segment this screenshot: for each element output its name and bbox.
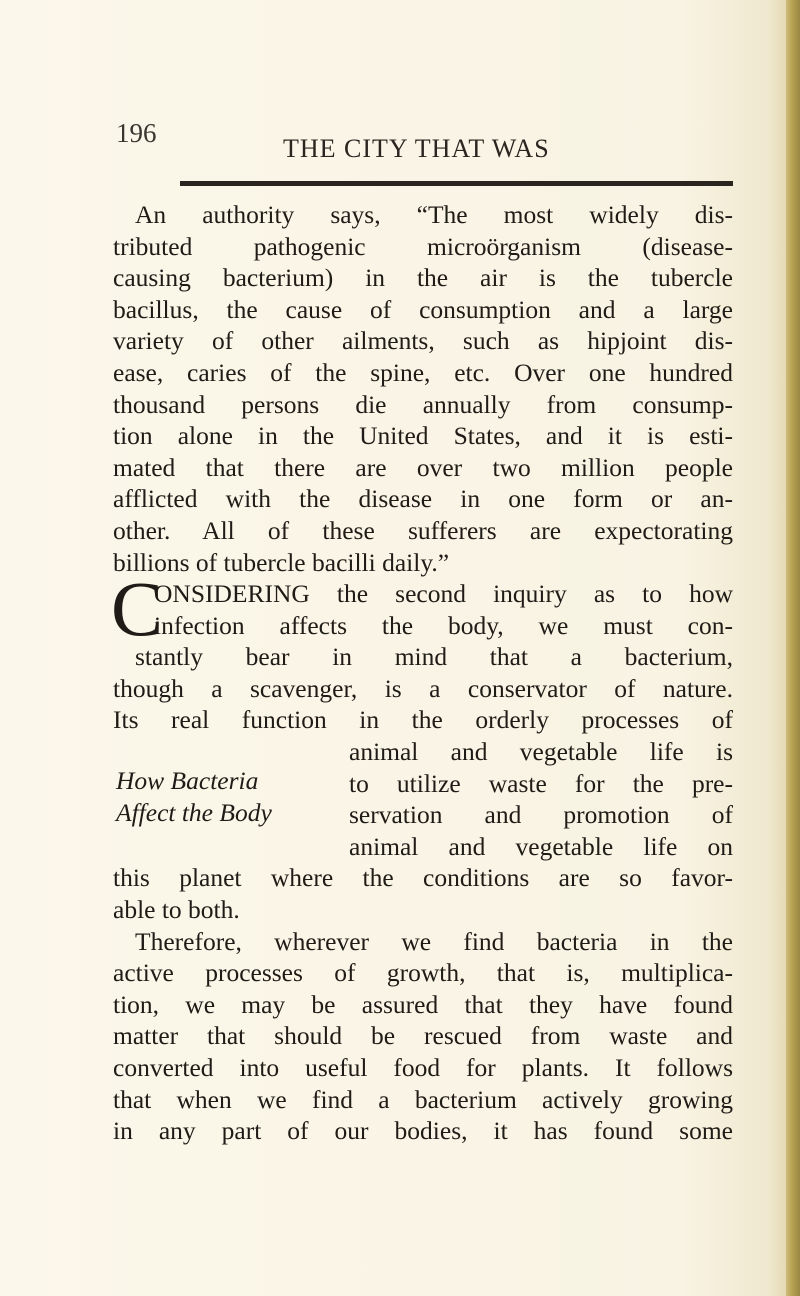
- text-line: afflicted with the disease in one form or an-: [113, 484, 733, 514]
- text-line: ONSIDERING the second inquiry as to how: [154, 579, 733, 608]
- text-line: An authority says, “The most widely dis-: [135, 200, 733, 229]
- text-line: though a scavenger, is a conservator of nature.: [113, 673, 733, 703]
- text-line: tributed pathogenic microörganism (disease-: [113, 231, 733, 261]
- text-line: to utilize waste for the pre-: [349, 768, 733, 798]
- text-line: mated that there are over two million people: [113, 452, 733, 482]
- text-line: tion, we may be assured that they have found: [113, 989, 733, 1019]
- text-line: causing bacterium) in the air is the tubercle: [113, 263, 733, 293]
- text-line: stantly bear in mind that a bacterium,: [135, 642, 733, 672]
- text-line: Its real function in the orderly processes of: [113, 705, 733, 735]
- paragraph-1: [113, 199, 733, 578]
- sidenote-line: Affect the Body: [116, 797, 272, 827]
- text-line: infection affects the body, we must con-: [154, 610, 733, 640]
- text-line: billions of tubercle bacilli daily.”: [113, 547, 450, 577]
- running-title: THE CITY THAT WAS: [283, 134, 550, 163]
- text-line: servation and promotion of: [349, 800, 733, 830]
- text-line: that when we find a bacterium actively growing: [113, 1084, 733, 1114]
- text-line: thousand persons die annually from consump-: [113, 389, 733, 419]
- text-line: bacillus, the cause of consumption and a large: [113, 294, 733, 324]
- margin-sidenote: [116, 765, 272, 828]
- text-line: animal and vegetable life on: [349, 831, 733, 861]
- text-line: tion alone in the United States, and it is esti-: [113, 421, 733, 451]
- text-line: able to both.: [113, 894, 240, 924]
- paragraph-2: [111, 565, 733, 1147]
- sidenote-line: How Bacteria: [116, 766, 259, 795]
- text-line: other. All of these sufferers are expectorating: [113, 515, 733, 545]
- text-line: active processes of growth, that is, multiplica-: [113, 958, 733, 988]
- page-edge: [786, 0, 800, 1296]
- text-line: variety of other ailments, such as hipjoint dis-: [113, 326, 733, 356]
- text-line: Therefore, wherever we find bacteria in the: [135, 926, 733, 956]
- text-line: in any part of our bodies, it has found some: [113, 1116, 733, 1146]
- page-number: 196: [116, 118, 157, 148]
- text-line: this planet where the conditions are so favor-: [113, 863, 733, 893]
- header-rule: [180, 181, 733, 186]
- text-line: animal and vegetable life is: [349, 736, 733, 766]
- drop-cap: C: [111, 565, 164, 652]
- text-line: ease, caries of the spine, etc. Over one hundred: [113, 357, 733, 387]
- text-line: converted into useful food for plants. It follows: [113, 1052, 733, 1082]
- text-line: matter that should be rescued from waste and: [113, 1021, 733, 1051]
